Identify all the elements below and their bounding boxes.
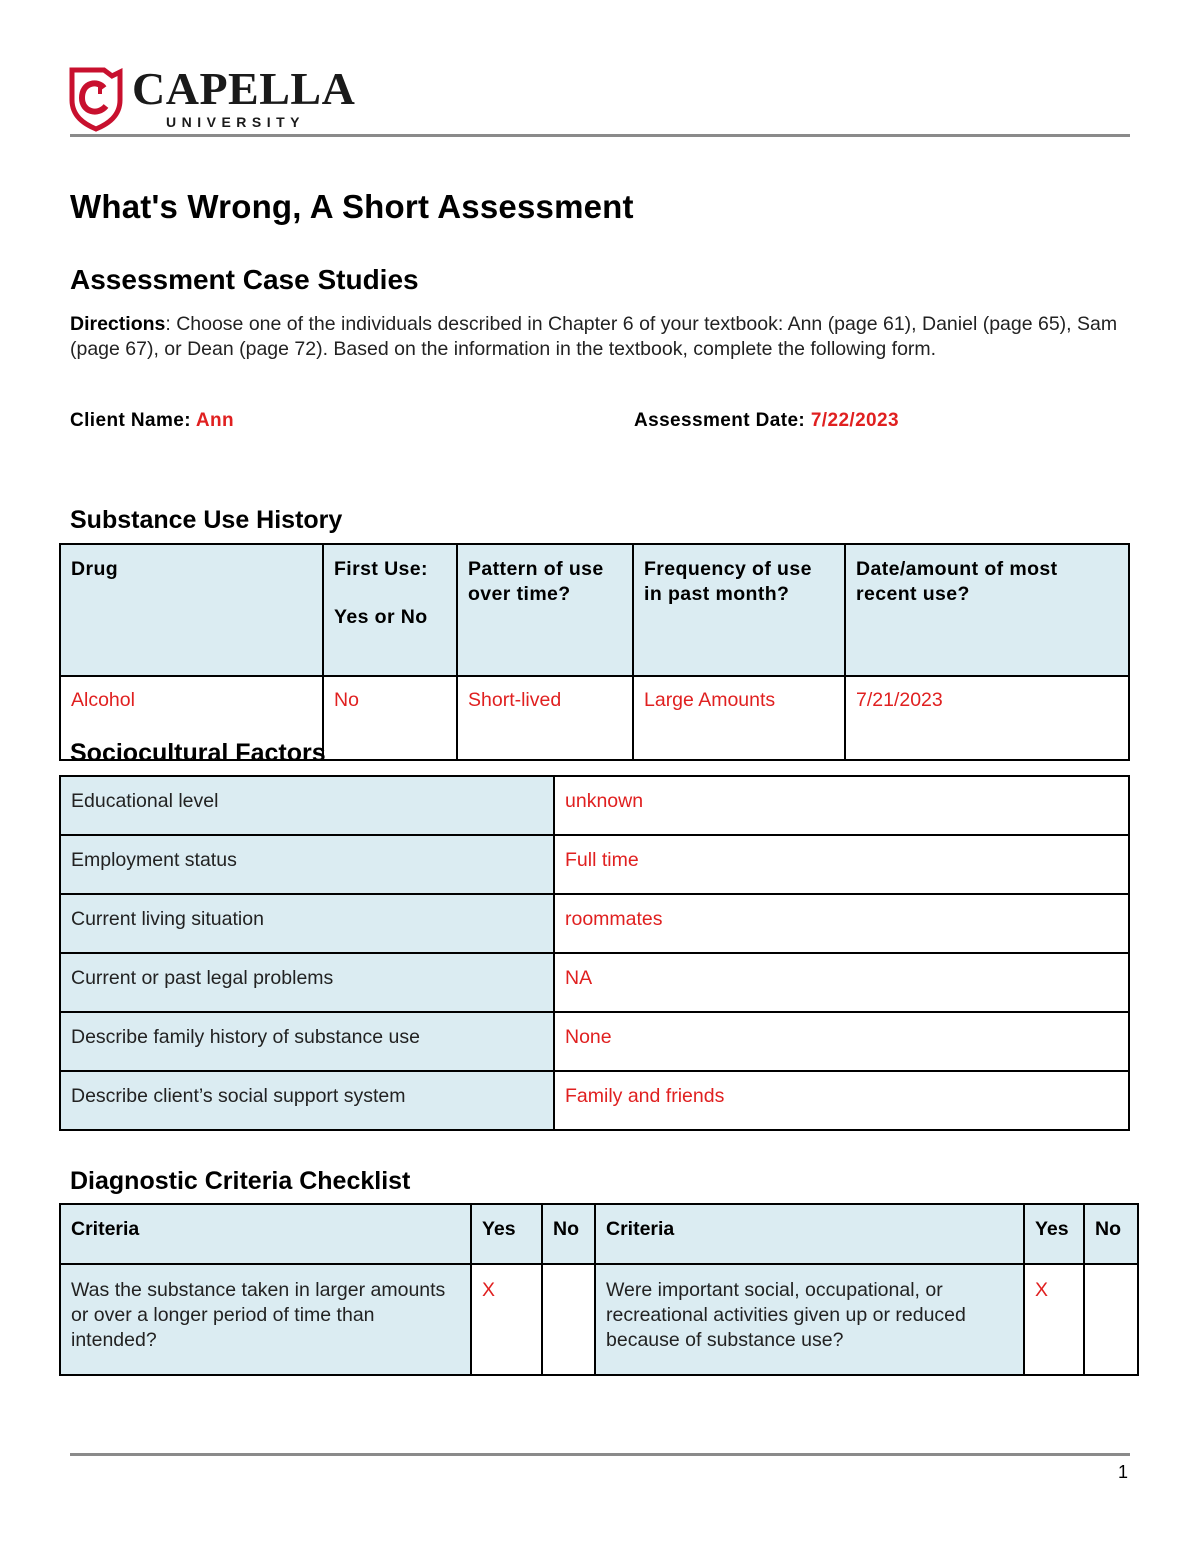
capella-logo <box>68 63 356 132</box>
header-criteria: Criteria <box>595 1204 1024 1264</box>
page-number: 1 <box>1118 1462 1129 1482</box>
header-frequency: Frequency of use in past month? <box>633 544 845 676</box>
cell-drug[interactable]: Alcohol <box>60 676 323 760</box>
criteria-question: Was the substance taken in larger amounts or over a longer period of time than intended? <box>60 1264 471 1375</box>
diagnostic-heading: Diagnostic Criteria Checklist <box>70 1167 411 1195</box>
factor-label: Describe family history of substance use <box>60 1012 554 1071</box>
table-header-row <box>60 544 1129 676</box>
page-title: What's Wrong, A Short Assessment <box>70 188 634 225</box>
header-divider <box>70 134 1130 137</box>
header-yes: Yes <box>1024 1204 1084 1264</box>
assessment-date-label: Assessment Date: <box>634 410 806 431</box>
table-row <box>60 894 1129 953</box>
table-row <box>60 776 1129 835</box>
logo-name: CAPELLA <box>132 63 356 114</box>
cell-first-use[interactable]: No <box>323 676 457 760</box>
table-header-row <box>60 1204 1138 1264</box>
section-title: Assessment Case Studies <box>70 264 419 295</box>
client-name-line <box>70 410 234 432</box>
factor-label: Educational level <box>60 776 554 835</box>
cell-frequency[interactable]: Large Amounts <box>633 676 845 760</box>
no-checkbox-cell[interactable] <box>1084 1264 1138 1375</box>
table-row <box>60 1012 1129 1071</box>
factor-label: Employment status <box>60 835 554 894</box>
factor-value[interactable]: roommates <box>554 894 1129 953</box>
directions-paragraph <box>70 312 1135 362</box>
header-yes: Yes <box>471 1204 542 1264</box>
factor-value[interactable]: None <box>554 1012 1129 1071</box>
no-checkbox-cell[interactable] <box>542 1264 595 1375</box>
yes-checkbox-cell[interactable]: X <box>1024 1264 1084 1375</box>
yes-checkbox-cell[interactable]: X <box>471 1264 542 1375</box>
header-no: No <box>1084 1204 1138 1264</box>
assessment-date-value: 7/22/2023 <box>810 410 899 431</box>
header-drug: Drug <box>60 544 323 676</box>
client-name-label: Client Name: <box>70 410 191 431</box>
diagnostic-table <box>59 1203 1139 1376</box>
factor-value[interactable]: Full time <box>554 835 1129 894</box>
directions-label: Directions <box>70 313 166 335</box>
header-first-use-line2: Yes or No <box>334 606 428 628</box>
factor-label: Current or past legal problems <box>60 953 554 1012</box>
substance-use-table <box>59 543 1130 761</box>
client-name-value: Ann <box>195 410 235 431</box>
sociocultural-heading: Sociocultural Factors <box>70 739 326 767</box>
table-row <box>60 835 1129 894</box>
directions-text: : Choose one of the individuals described in Chapter 6 of your textbook: Ann (page 61), Daniel (page 65), Sam (page 67), or Dean (page 72). Based on the information in the textbook, complete the following form. <box>70 313 1118 360</box>
sociocultural-table <box>59 775 1130 1131</box>
table-row <box>60 1071 1129 1130</box>
table-row <box>60 953 1129 1012</box>
header-no: No <box>542 1204 595 1264</box>
factor-label: Current living situation <box>60 894 554 953</box>
criteria-question: Were important social, occupational, or recreational activities given up or reduced because of substance use? <box>595 1264 1024 1375</box>
header-criteria: Criteria <box>60 1204 471 1264</box>
table-row <box>60 1264 1138 1375</box>
header-recent-use: Date/amount of most recent use? <box>845 544 1129 676</box>
factor-value[interactable]: Family and friends <box>554 1071 1129 1130</box>
header-first-use-line1: First Use: <box>334 558 428 580</box>
logo-subtitle: UNIVERSITY <box>166 114 306 130</box>
substance-use-heading: Substance Use History <box>70 506 343 534</box>
capella-shield-icon <box>68 66 124 132</box>
factor-value[interactable]: unknown <box>554 776 1129 835</box>
cell-pattern[interactable]: Short-lived <box>457 676 633 760</box>
factor-label: Describe client’s social support system <box>60 1071 554 1130</box>
footer-divider <box>70 1453 1130 1456</box>
factor-value[interactable]: NA <box>554 953 1129 1012</box>
cell-recent-use[interactable]: 7/21/2023 <box>845 676 1129 760</box>
header-first-use <box>323 544 457 676</box>
assessment-date-line <box>634 410 899 432</box>
header-pattern: Pattern of use over time? <box>457 544 633 676</box>
